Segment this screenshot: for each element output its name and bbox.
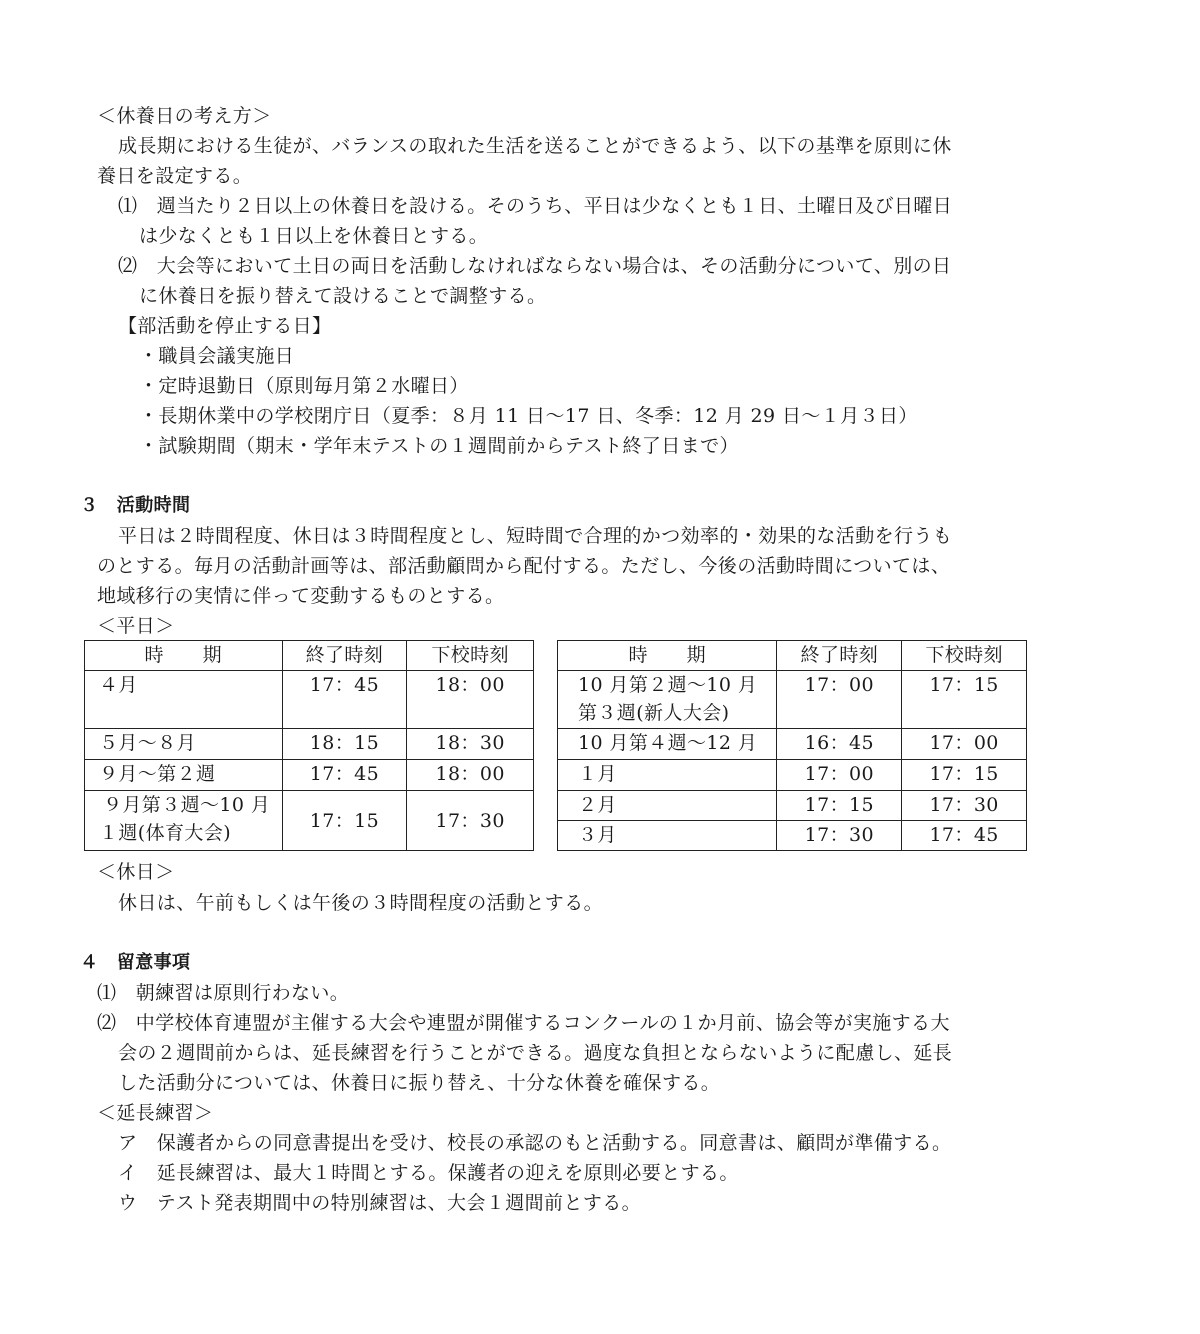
period-cell — [558, 671, 777, 729]
table-row — [85, 760, 534, 791]
section3-para-line3: 地域移行の実情に伴って変動するものとする。 — [97, 585, 505, 607]
period-cell: ３月 — [558, 821, 777, 851]
section4-item2-line3: した活動分については、休養日に振り替え、十分な休養を確保する。 — [118, 1072, 721, 1094]
end-time-cell: 17：15 — [777, 791, 902, 821]
table-row — [85, 791, 534, 851]
table-row — [558, 760, 1027, 791]
table-row — [85, 671, 534, 729]
weekday-schedule-table-left — [84, 640, 534, 851]
table-row — [558, 791, 1027, 821]
weekday-label: ＜平日＞ — [97, 615, 175, 637]
extension-item: ア 保護者からの同意書提出を受け、校長の承認のもと活動する。同意書は、顧問が準備する。 — [118, 1132, 952, 1154]
column-header-end-time: 終了時刻 — [282, 641, 407, 671]
leave-time-cell: 17：45 — [902, 821, 1027, 851]
stop-day-item: ・長期休業中の学校閉庁日（夏季：８月 11 日～17 日、冬季：12 月 29 日～１月３日） — [139, 405, 918, 427]
end-time-cell: 16：45 — [777, 729, 902, 760]
leave-time-cell: 17：00 — [902, 729, 1027, 760]
weekday-schedule-table-right — [557, 640, 1027, 851]
period-cell — [85, 791, 283, 851]
extension-practice-label: ＜延長練習＞ — [97, 1102, 214, 1124]
extension-item: イ 延長練習は、最大１時間とする。保護者の迎えを原則必要とする。 — [118, 1162, 739, 1184]
rest-days-item2-line1: ⑵ 大会等において土日の両日を活動しなければならない場合は、その活動分について、別の日 — [118, 255, 952, 277]
stop-days-heading: 【部活動を停止する日】 — [118, 315, 332, 337]
section3-para-line2: のとする。毎月の活動計画等は、部活動顧問から配付する。ただし、今後の活動時間については、 — [97, 555, 951, 577]
section3-para-line1: 平日は２時間程度、休日は３時間程度とし、短時間で合理的かつ効率的・効果的な活動を行うも — [118, 525, 953, 547]
rest-days-heading: ＜休養日の考え方＞ — [97, 105, 272, 127]
leave-time-cell: 17：30 — [902, 791, 1027, 821]
table-row — [558, 729, 1027, 760]
column-header-period: 時 期 — [558, 641, 777, 671]
rest-days-intro-line2: 養日を設定する。 — [97, 165, 253, 187]
rest-days-item1-line2: は少なくとも１日以上を休養日とする。 — [139, 225, 489, 247]
section4-item1: ⑴ 朝練習は原則行わない。 — [97, 982, 350, 1004]
column-header-leave-time: 下校時刻 — [902, 641, 1027, 671]
section4-heading: ４ 留意事項 — [80, 952, 191, 973]
table-header-row — [558, 641, 1027, 671]
end-time-cell: 18：15 — [282, 729, 407, 760]
period-cell: １月 — [558, 760, 777, 791]
period-line: 10 月第２週～10 月 — [578, 674, 758, 696]
period-cell: ２月 — [558, 791, 777, 821]
extension-item: ウ テスト発表期間中の特別練習は、大会１週間前とする。 — [118, 1192, 642, 1214]
leave-time-cell: 17：15 — [902, 760, 1027, 791]
end-time-cell: 17：45 — [282, 760, 407, 791]
rest-days-item2-line2: に休養日を振り替えて設けることで調整する。 — [139, 285, 547, 307]
table-header-row — [85, 641, 534, 671]
table-row — [558, 671, 1027, 729]
column-header-period: 時 期 — [85, 641, 283, 671]
stop-day-item: ・職員会議実施日 — [139, 345, 295, 367]
stop-day-item: ・試験期間（期末・学年末テストの１週間前からテスト終了日まで） — [139, 435, 739, 457]
rest-days-intro-line1: 成長期における生徒が、バランスの取れた生活を送ることができるよう、以下の基準を原則に休 — [118, 135, 952, 157]
end-time-cell: 17：00 — [777, 671, 902, 729]
leave-time-cell: 17：30 — [407, 791, 534, 851]
period-cell: ９月～第２週 — [85, 760, 283, 791]
end-time-cell: 17：15 — [282, 791, 407, 851]
column-header-leave-time: 下校時刻 — [407, 641, 534, 671]
leave-time-cell: 17：15 — [902, 671, 1027, 729]
holiday-label: ＜休日＞ — [97, 861, 175, 883]
leave-time-cell: 18：00 — [407, 760, 534, 791]
stop-day-item: ・定時退勤日（原則毎月第２水曜日） — [139, 375, 469, 397]
period-line: １週(体育大会) — [99, 822, 232, 844]
period-line: 第３週(新人大会) — [578, 702, 730, 724]
table-row — [85, 729, 534, 760]
period-cell: 10 月第４週～12 月 — [558, 729, 777, 760]
section3-heading: ３ 活動時間 — [80, 495, 191, 516]
section4-item2-line2: 会の２週間前からは、延長練習を行うことができる。過度な負担とならないように配慮し、延長 — [118, 1042, 953, 1064]
period-cell: ４月 — [85, 671, 283, 729]
holiday-text: 休日は、午前もしくは午後の３時間程度の活動とする。 — [118, 892, 604, 914]
section4-item2-line1: ⑵ 中学校体育連盟が主催する大会や連盟が開催するコンクールの１か月前、協会等が実施する大 — [97, 1012, 950, 1034]
period-cell: ５月～８月 — [85, 729, 283, 760]
end-time-cell: 17：30 — [777, 821, 902, 851]
leave-time-cell: 18：30 — [407, 729, 534, 760]
end-time-cell: 17：45 — [282, 671, 407, 729]
period-line: ９月第３週～10 月 — [103, 794, 271, 816]
rest-days-item1-line1: ⑴ 週当たり２日以上の休養日を設ける。そのうち、平日は少なくとも１日、土曜日及び日曜日 — [118, 195, 953, 217]
table-row — [558, 821, 1027, 851]
end-time-cell: 17：00 — [777, 760, 902, 791]
leave-time-cell: 18：00 — [407, 671, 534, 729]
column-header-end-time: 終了時刻 — [777, 641, 902, 671]
